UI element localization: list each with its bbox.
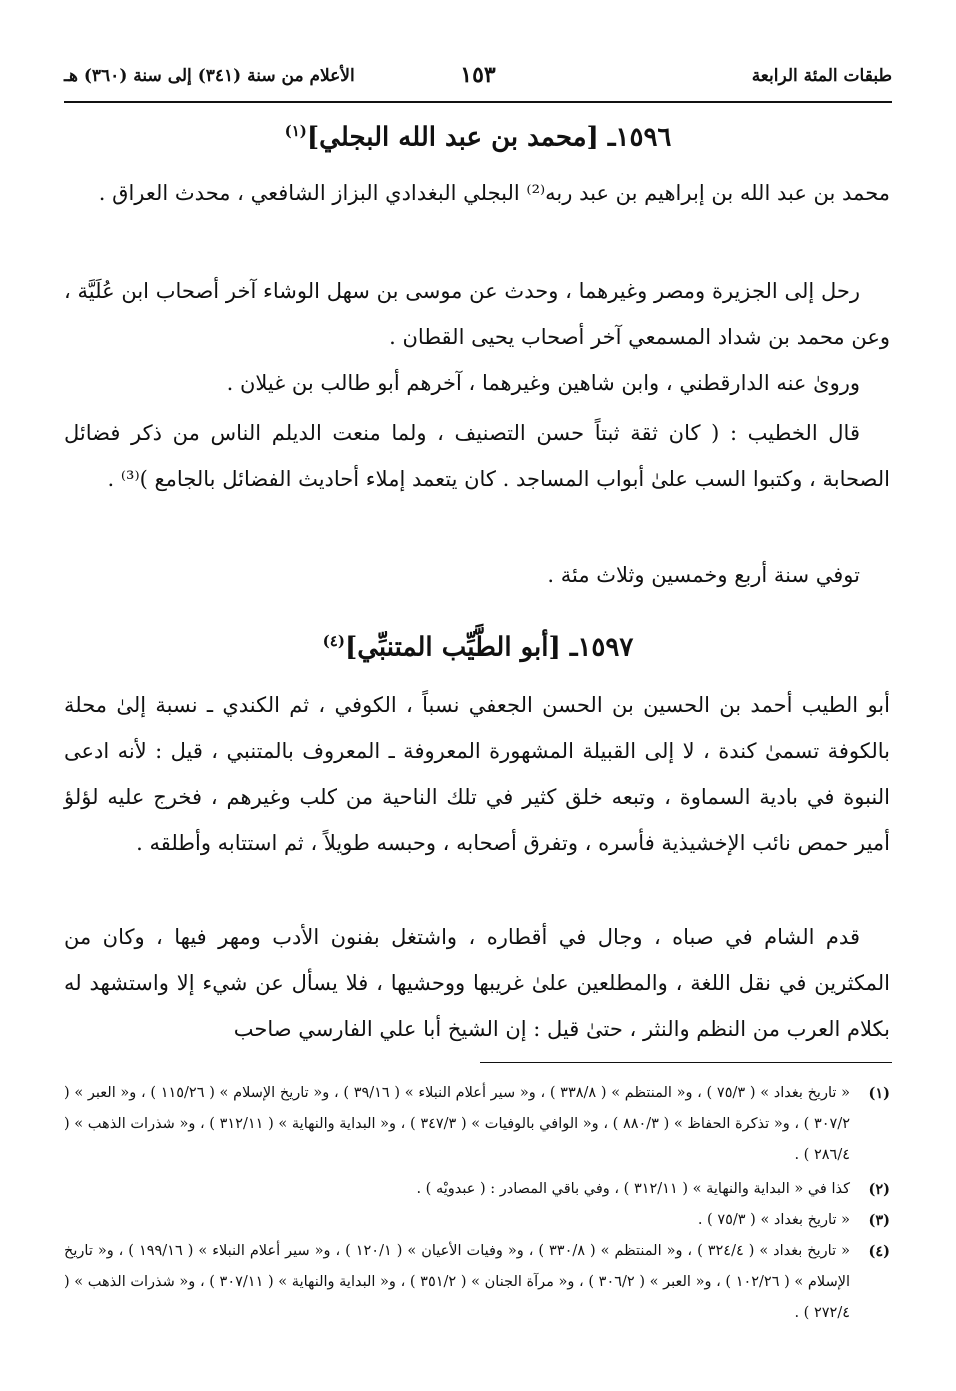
book-section-title: طبقات المئة الرابعة <box>751 66 892 86</box>
entry-title-text: ١٥٩٦ـ [محمد بن عبد الله البجلي] <box>306 122 672 153</box>
footnote-text: « تاريخ بغداد » ( ٧٥/٣ ) ، و« المنتظم » ( ٣٣٨/٨ ) ، و« سير أعلام النبلاء » ( ٣٩/١٦ ) ، و« تاريخ الإسلام » ( ١١٥/٢٦ ) ، و« العبر » ( ٣٠٧/٢ ) ، و« تذكرة الحفاظ » ( ٨٨٠/٣ ) ، و« الوافي بالوفيات » ( ٣٤٧/٣ ) ، و« البداية والنهاية » ( ٣١٢/١١ ) ، و« شذرات الذهب » ( ٢٨٦/٤ ) . <box>64 1085 851 1163</box>
footnote-divider <box>480 1062 892 1063</box>
footnote-number: (٢) <box>868 1181 890 1198</box>
entry-title-text: ١٥٩٧ـ [أبو الطَّيِّب المتنبِّي] <box>344 632 634 663</box>
footnote <box>64 1236 890 1329</box>
chapter-range-title: الأعلام من سنة (٣٤١) إلى سنة (٣٦٠) هـ <box>64 66 355 86</box>
header-divider <box>64 101 892 103</box>
footnote-ref: (٤) <box>322 632 345 650</box>
paragraph: توفي سنة أربع وخمسين وثلاث مئة . <box>547 563 860 587</box>
footnote-number: (٤) <box>868 1243 890 1260</box>
footnote-number: (١) <box>868 1085 890 1102</box>
running-header <box>64 60 892 100</box>
paragraph: قدم الشام في صباه ، وجال في أقطاره ، واشتغل بفنون الأدب ومهر فيها ، وكان من المكثرين في نقل اللغة ، والمطلعين علىٰ غريبها ووحشيها ، فلا يسأل عن شيء إلا واستشهد له بكلام العرب من النظم والنثر ، حتىٰ قيل : إن الشيخ أبا علي الفارسي صاحب <box>64 925 890 1041</box>
paragraph: رحل إلى الجزيرة ومصر وغيرهما ، وحدث عن موسى بن سهل الوشاء آخر أصحاب ابن عُلَيَّة ، وعن محمد بن شداد المسمعي آخر أصحاب يحيى القطان . <box>64 279 890 349</box>
footnote-text: « تاريخ بغداد » ( ٧٥/٣ ) . <box>697 1212 850 1228</box>
footnote <box>64 1174 890 1205</box>
footnote-ref: (١) <box>284 122 307 140</box>
paragraph: محمد بن عبد الله بن إبراهيم بن عبد ربه⁽²⁾ البجلي البغدادي البزاز الشافعي ، محدث العراق . <box>98 181 890 205</box>
footnote-number: (٣) <box>868 1212 890 1229</box>
paragraph: وروىٰ عنه الدارقطني ، وابن شاهين وغيرهما ، آخرهم أبو طالب بن غيلان . <box>226 371 860 395</box>
footnote-text: « تاريخ بغداد » ( ٣٢٤/٤ ) ، و« المنتظم » ( ٣٣٠/٨ ) ، و« وفيات الأعيان » ( ١٢٠/١ ) ، و« سير أعلام النبلاء » ( ١٩٩/١٦ ) ، و« تاريخ الإسلام » ( ١٠٢/٢٦ ) ، و« العبر » ( ٣٠٦/٢ ) ، و« مرآة الجنان » ( ٣٥١/٢ ) ، و« البداية والنهاية » ( ٣٠٧/١١ ) ، و« شذرات الذهب » ( ٢٧٢/٤ ) . <box>64 1243 851 1321</box>
footnote <box>64 1205 890 1236</box>
entry-title-1596 <box>60 122 896 153</box>
page-number: ١٥٣ <box>460 62 496 88</box>
paragraph: قال الخطيب : ( كان ثقة ثبتاً حسن التصنيف ، ولما منعت الديلم الناس من ذكر فضائل الصحابة ، وكتبوا السب علىٰ أبواب المساجد . كان يتعمد إملاء أحاديث الفضائل بالجامع )⁽³⁾ . <box>64 421 890 491</box>
footnote <box>64 1078 890 1171</box>
entry-title-1597 <box>60 632 896 663</box>
paragraph: أبو الطيب أحمد بن الحسين بن الحسن الجعفي نسباً ، الكوفي ، ثم الكندي ـ نسبة إلىٰ محلة بالكوفة تسمىٰ كندة ، لا إلى القبيلة المشهورة المعروفة ـ المعروف بالمتنبي ، قيل : لأنه ادعى النبوة في بادية السماوة ، وتبعه خلق كثير في تلك الناحية من كلب وغيرهم ، فخرج عليه لؤلؤ أمير حمص نائب الإخشيذية فأسره ، وتفرق أصحابه ، وحبسه طويلاً ، ثم استتابه وأطلقه . <box>64 693 890 855</box>
footnote-text: كذا في « البداية والنهاية » ( ٣١٢/١١ ) ، وفي باقي المصادر : ( عبدويْه ) . <box>416 1181 850 1197</box>
